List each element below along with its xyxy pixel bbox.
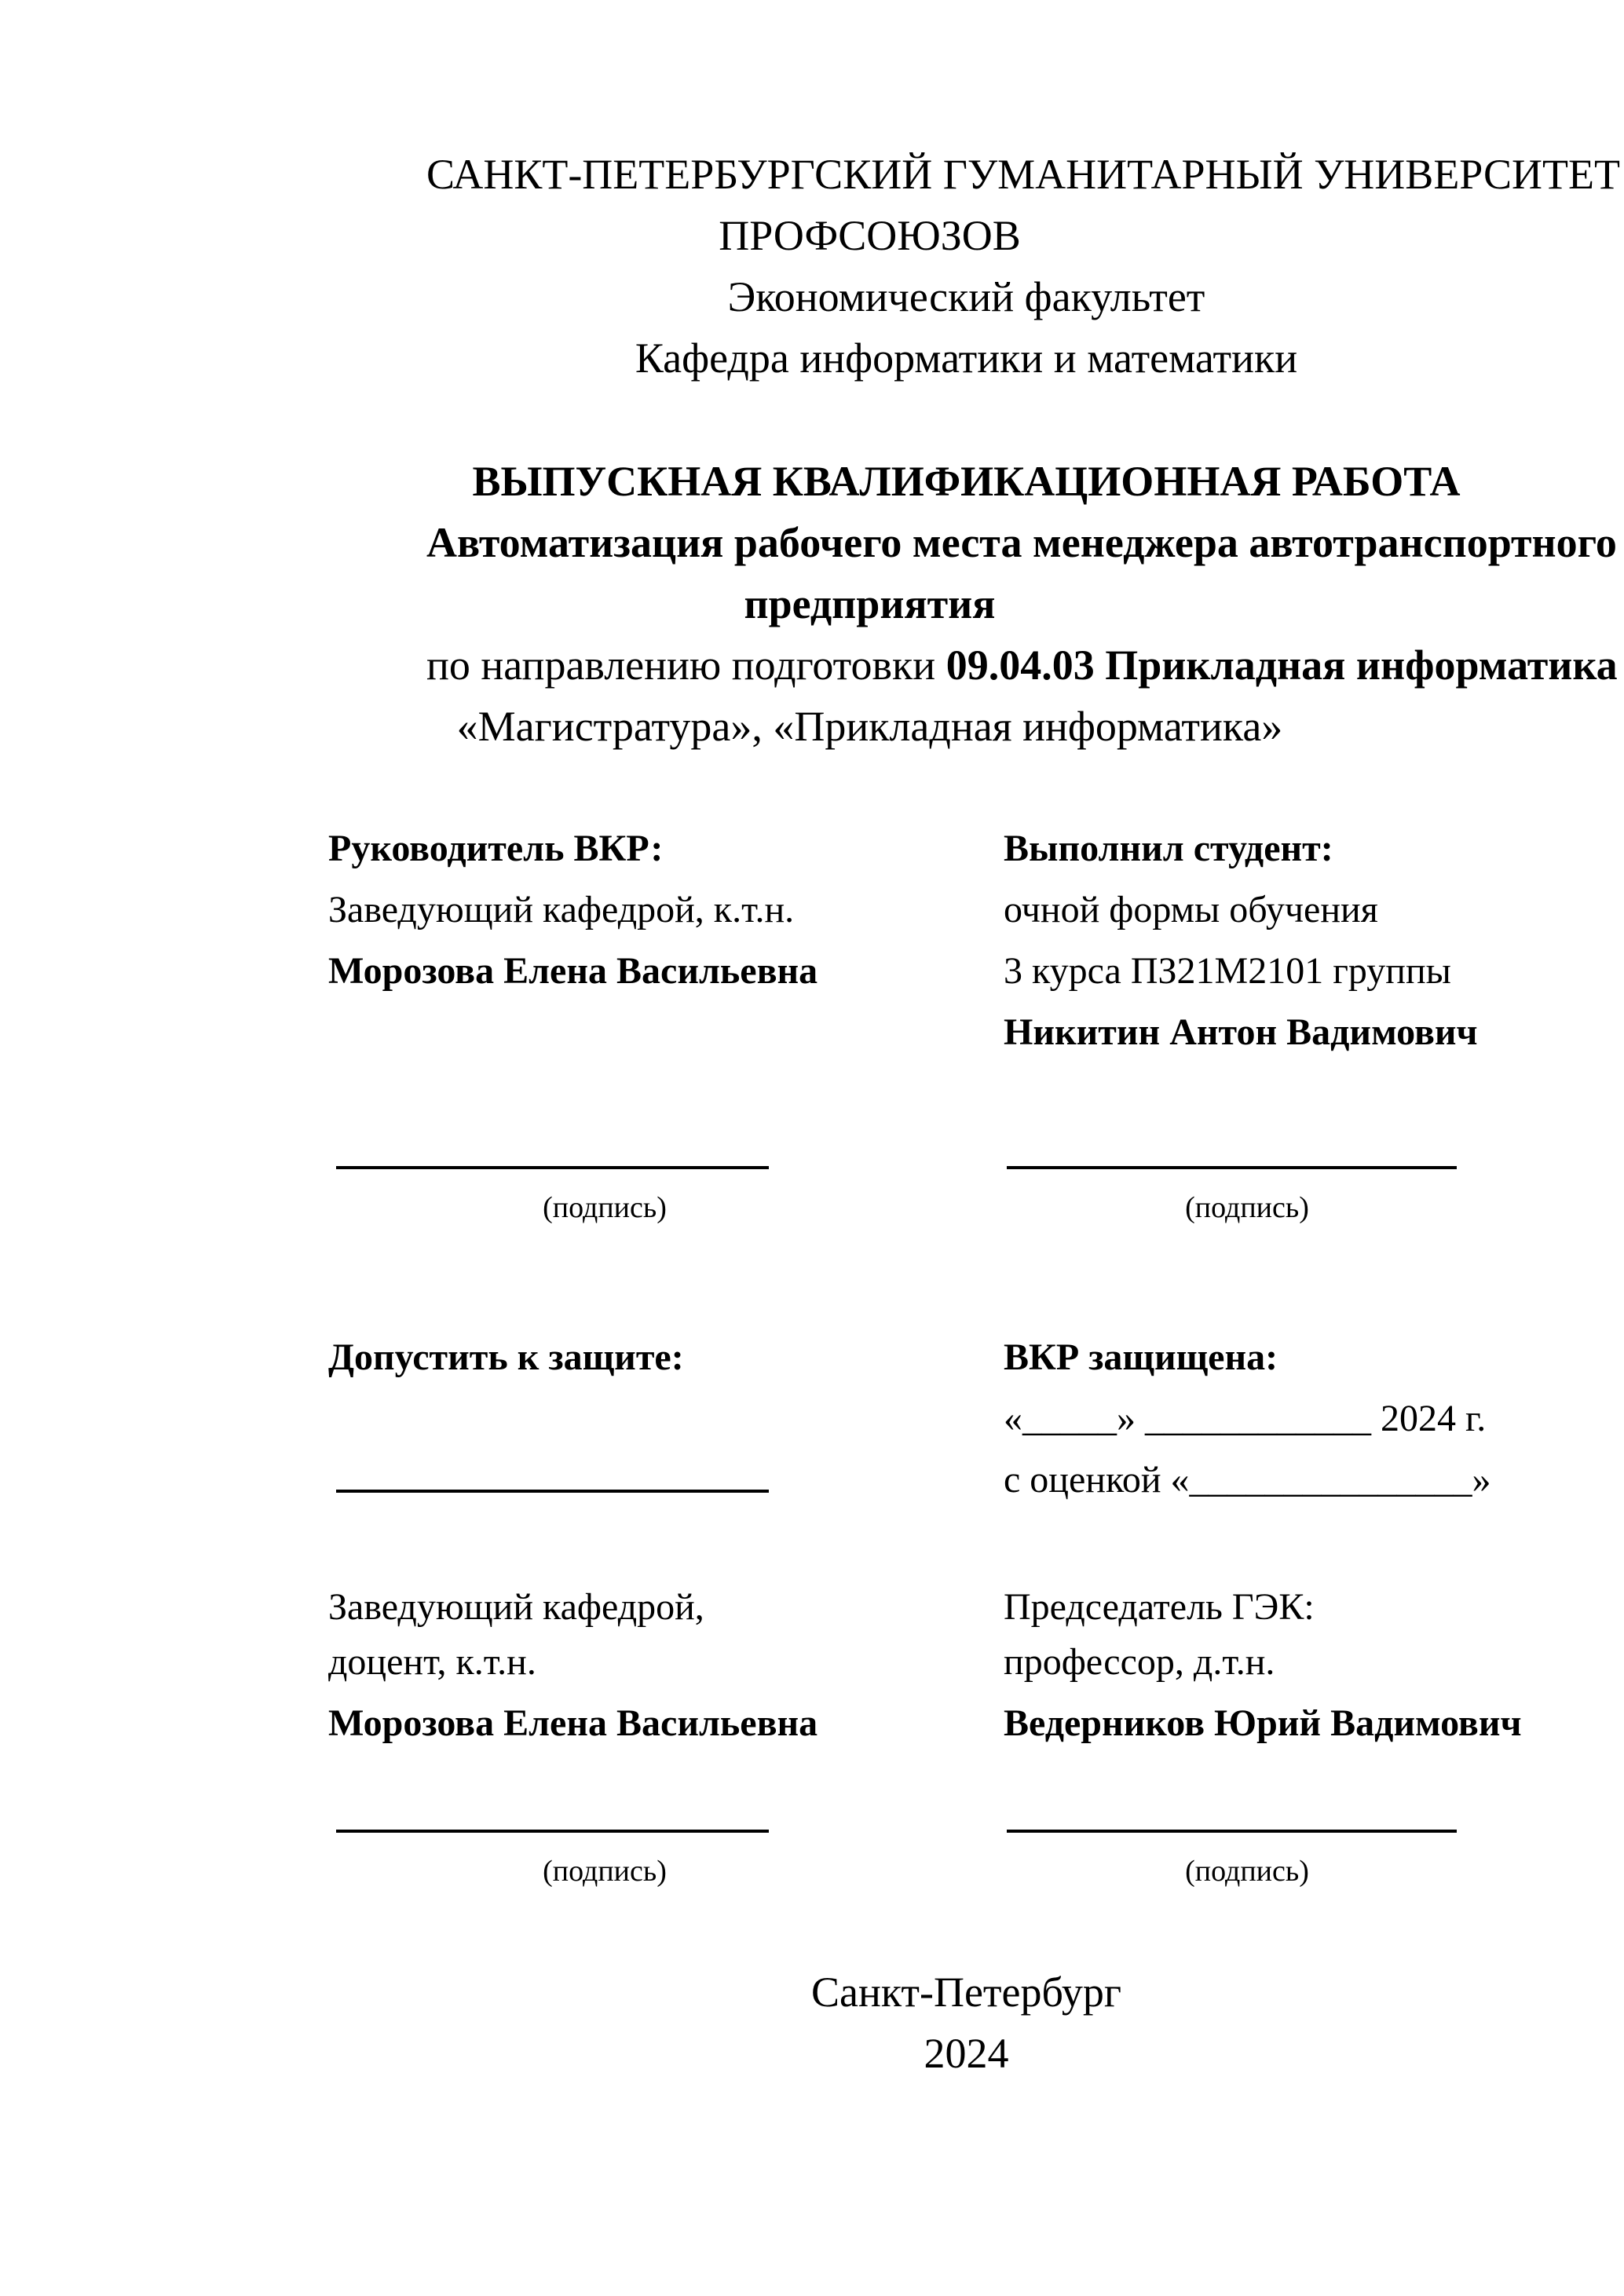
gec-chair-heading: Председатель ГЭК: (1004, 1586, 1315, 1628)
dept-head-name: Морозова Елена Васильевна (328, 1702, 818, 1744)
program-qualification-line: «Магистратура», «Прикладная информатика» (456, 703, 1283, 750)
student-signature-caption: (подпись) (1185, 1191, 1309, 1224)
supervisor-signature-line (336, 1166, 769, 1169)
supervisor-name: Морозова Елена Васильевна (328, 950, 818, 992)
dept-head-signature-line (336, 1830, 769, 1833)
supervisor-heading: Руководитель ВКР: (328, 828, 664, 869)
dept-head-signature-caption: (подпись) (543, 1855, 667, 1888)
university-name-line1: САНКТ-ПЕТЕРБУРГСКИЙ ГУМАНИТАРНЫЙ УНИВЕРСИТЕТ (426, 151, 1620, 198)
dept-head-position-line2: доцент, к.т.н. (328, 1641, 536, 1683)
student-name: Никитин Антон Вадимович (1004, 1011, 1478, 1053)
student-signature-line (1007, 1166, 1457, 1169)
faculty-name: Экономический факультет (727, 273, 1205, 320)
supervisor-position: Заведующий кафедрой, к.т.н. (328, 889, 795, 930)
student-study-form: очной формы обучения (1004, 889, 1378, 930)
department-name: Кафедра информатики и математики (635, 335, 1298, 382)
dept-head-position-line1: Заведующий кафедрой, (328, 1586, 704, 1628)
program-code-and-name: 09.04.03 Прикладная информатика (946, 642, 1618, 689)
gec-chair-name: Ведерников Юрий Вадимович (1004, 1702, 1522, 1744)
student-heading: Выполнил студент: (1004, 828, 1333, 869)
work-topic-line2: предприятия (744, 580, 996, 627)
program-prefix: по направлению подготовки (426, 642, 946, 689)
university-name-line2: ПРОФСОЮЗОВ (719, 212, 1021, 259)
gec-chair-signature-caption: (подпись) (1185, 1855, 1309, 1888)
program-line (330, 634, 1618, 696)
footer-year: 2024 (924, 2030, 1009, 2077)
student-course-group: 3 курса ПЗ21М2101 группы (1004, 950, 1451, 992)
footer-city: Санкт-Петербург (810, 1969, 1122, 2016)
defense-heading: ВКР защищена: (1004, 1336, 1278, 1378)
supervisor-signature-caption: (подпись) (543, 1191, 667, 1224)
admission-signature-line (336, 1490, 769, 1493)
work-topic-line1: Автоматизация рабочего места менеджера автотранспортного (426, 519, 1617, 566)
gec-chair-signature-line (1007, 1830, 1457, 1833)
admission-heading: Допустить к защите: (328, 1336, 684, 1378)
defense-date-line: «_____» ____________ 2024 г. (1004, 1398, 1487, 1439)
defense-grade-line: с оценкой «_______________» (1004, 1459, 1491, 1501)
gec-chair-position: профессор, д.т.н. (1004, 1641, 1275, 1683)
work-type-heading: ВЫПУСКНАЯ КВАЛИФИКАЦИОННАЯ РАБОТА (472, 458, 1461, 505)
